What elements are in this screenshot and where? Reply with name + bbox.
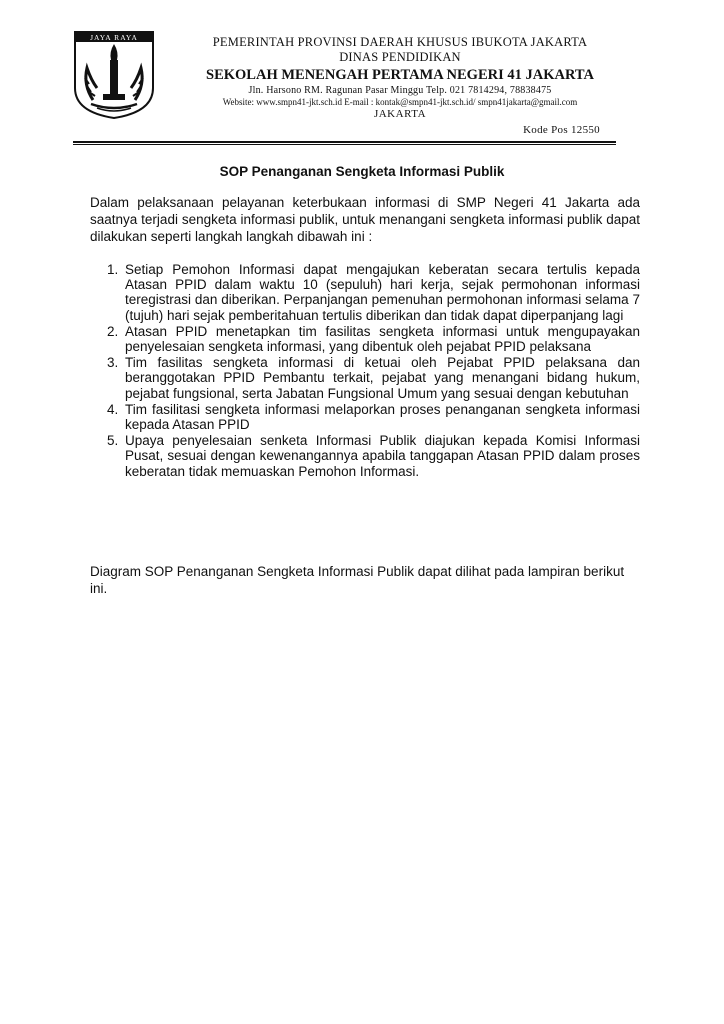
- step-number: 1.: [107, 262, 119, 277]
- school-city: JAKARTA: [373, 108, 427, 120]
- list-item: [90, 324, 640, 354]
- step-text: Tim fasilitasi sengketa informasi melaporkan proses penanganan sengketa informasi kepada Atasan PPID: [125, 401, 640, 433]
- step-text: Atasan PPID menetapkan tim fasilitas sengketa informasi untuk mengupayakan penyelesaian sengketa informasi, yang dibentuk oleh pejabat PPID pelaksana: [125, 323, 640, 355]
- step-number: 3.: [107, 355, 119, 371]
- list-item: [90, 355, 640, 401]
- list-item: [90, 402, 640, 432]
- closing-paragraph: Diagram SOP Penanganan Sengketa Informasi Publik dapat dilihat pada lampiran berikut ini.: [90, 564, 625, 596]
- step-text: Tim fasilitas sengketa informasi di ketuai oleh Pejabat PPID pelaksana dan beranggotakan PPID Pembantu terkait, pejabat yang menangani bidang hukum, pejabat fungsional, serta Jabatan Fungsional Umum yang sesuai dengan kebutuhan: [125, 355, 640, 401]
- government-name: PEMERINTAH PROVINSI DAERAH KHUSUS IBUKOTA JAKARTA: [212, 35, 588, 49]
- school-address: Jln. Harsono RM. Ragunan Pasar Minggu Telp. 021 7814294, 78838475: [248, 85, 552, 96]
- step-text: Setiap Pemohon Informasi dapat mengajukan keberatan secara tertulis kepada Atasan PPID dalam waktu 10 (sepuluh) hari kerja, sejak permohonan informasi teregistrasi dan diberikan. Perpanjangan pemenuhan permohonan informasi selama 7 (tujuh) hari sejak pemberitahuan tertulis diberikan dan tidak dapat diperpanjang lagi: [125, 262, 640, 323]
- list-item: [90, 262, 640, 323]
- letterhead: [150, 35, 650, 121]
- letterhead-divider: [73, 141, 616, 143]
- document-title: SOP Penanganan Sengketa Informasi Publik: [219, 164, 505, 179]
- step-text: Upaya penyelesaian senketa Informasi Publik diajukan kepada Komisi Informasi Pusat, sesuai dengan kewenangannya apabila tanggapan Atasan PPID dalam proses keberatan tidak memuaskan Pemohon Informasi.: [125, 433, 640, 479]
- department-name: DINAS PENDIDIKAN: [339, 50, 461, 64]
- procedure-steps: [90, 262, 640, 480]
- postal-code: Kode Pos 12550: [523, 124, 600, 136]
- school-contact: Website: www.smpn41-jkt.sch.id E-mail : kontak@smpn41-jkt.sch.id/ smpn41jakarta@gmail.com: [222, 97, 578, 107]
- step-number: 4.: [107, 401, 119, 417]
- jakarta-crest-logo: [73, 30, 155, 120]
- step-number: 5.: [107, 433, 119, 449]
- step-number: 2.: [107, 323, 119, 339]
- svg-text:JAYA RAYA: JAYA RAYA: [90, 33, 138, 42]
- school-name: SEKOLAH MENENGAH PERTAMA NEGERI 41 JAKARTA: [206, 67, 594, 83]
- letterhead-divider-thin: [73, 144, 616, 145]
- list-item: [90, 433, 640, 479]
- intro-paragraph: Dalam pelaksanaan pelayanan keterbukaan informasi di SMP Negeri 41 Jakarta ada saatnya terjadi sengketa informasi publik, untuk menangani sengketa informasi publik dapat dilakukan seperti langkah langkah dibawah ini :: [90, 195, 640, 244]
